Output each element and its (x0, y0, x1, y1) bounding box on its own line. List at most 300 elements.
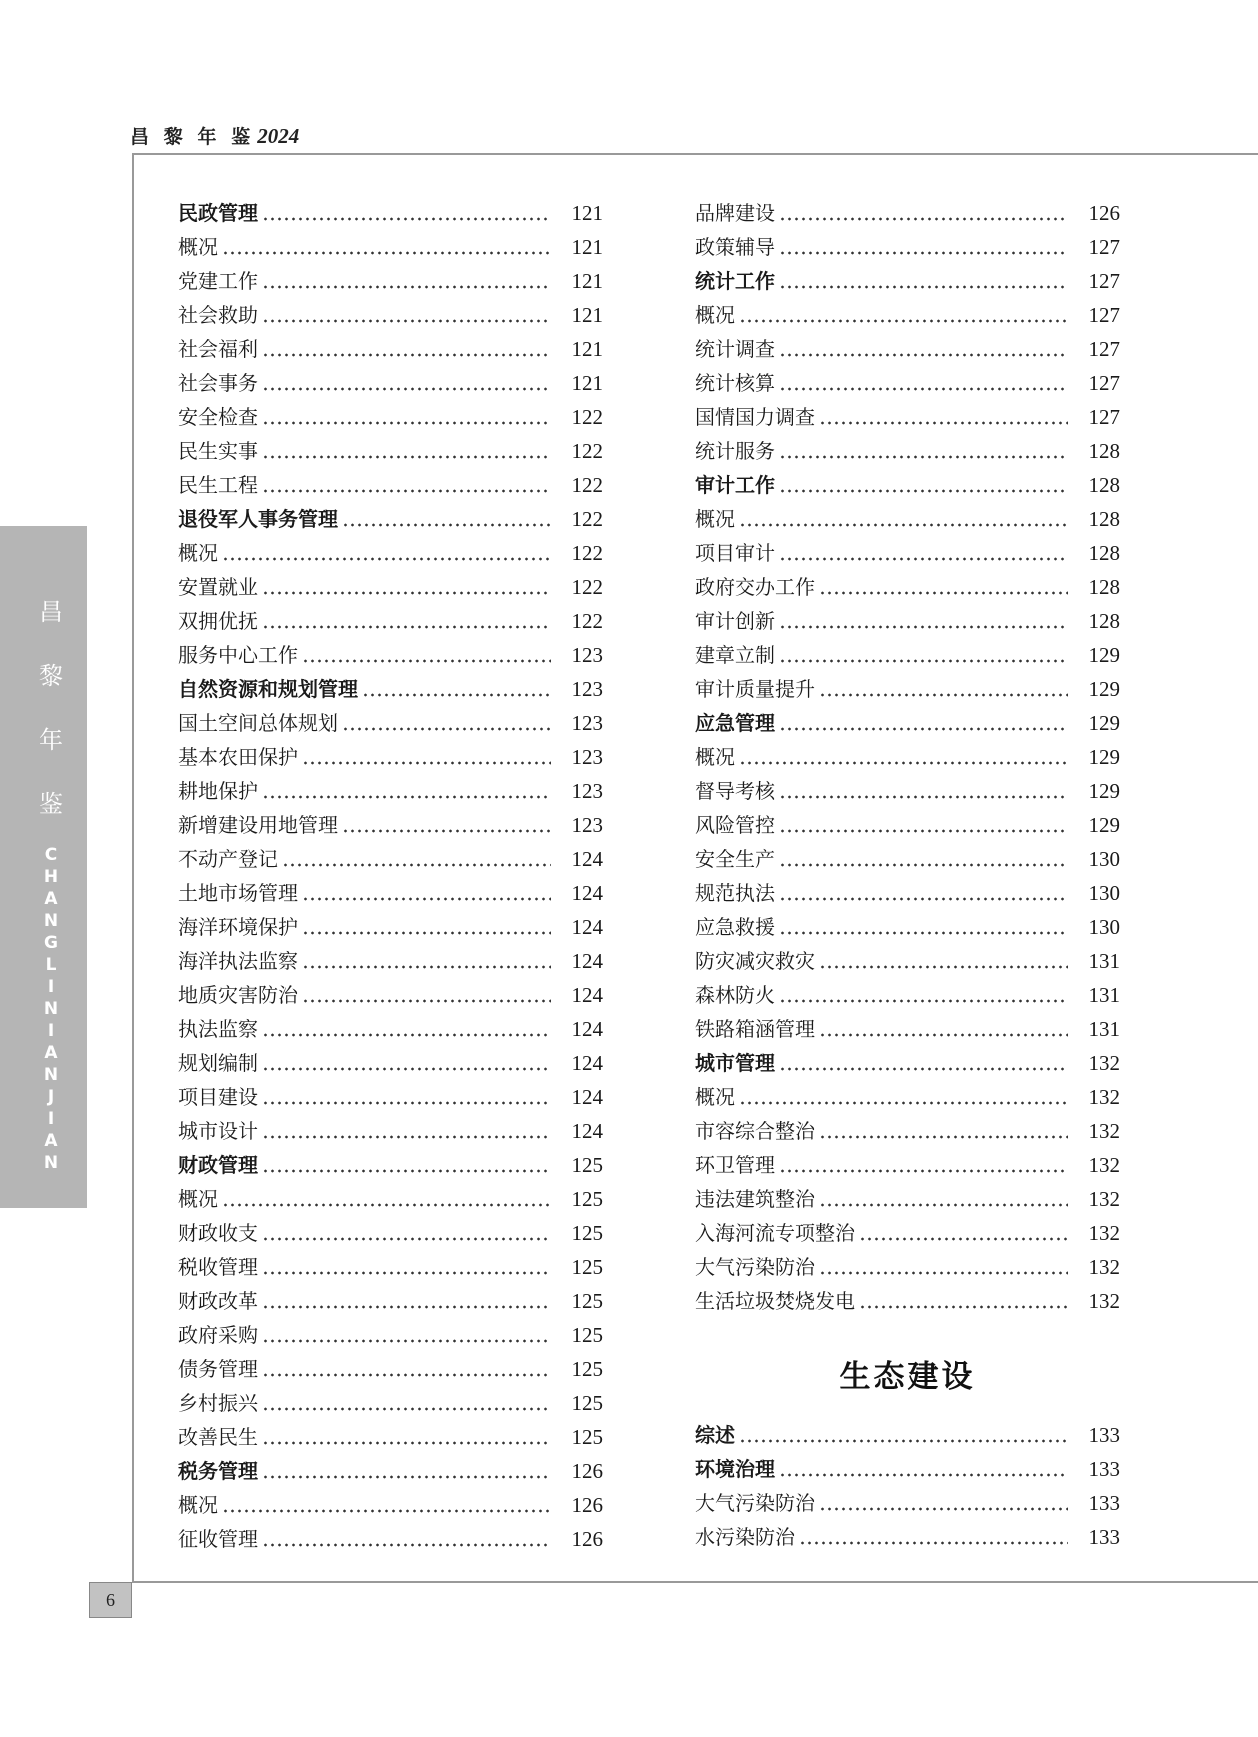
side-tab-letter: A (44, 889, 58, 909)
toc-entry[interactable] (178, 1046, 603, 1080)
toc-entry[interactable] (178, 536, 603, 570)
toc-entry[interactable] (178, 876, 603, 910)
toc-entry[interactable] (695, 1452, 1120, 1486)
toc-entry-label: 项目建设 (178, 1085, 258, 1109)
toc-entry-label: 税收管理 (178, 1255, 258, 1279)
toc-entry-page: 132 (1088, 1153, 1120, 1177)
toc-entry[interactable] (695, 740, 1120, 774)
toc-entry-page: 124 (571, 983, 603, 1007)
toc-leader-dots (779, 978, 1068, 1012)
toc-entry[interactable] (178, 1488, 603, 1522)
toc-entry-label: 审计工作 (695, 473, 775, 497)
toc-entry[interactable] (178, 978, 603, 1012)
toc-entry[interactable] (178, 706, 603, 740)
toc-leader-dots (739, 740, 1068, 774)
toc-entry[interactable] (178, 196, 603, 230)
toc-entry-page: 123 (571, 677, 603, 701)
toc-entry[interactable] (695, 196, 1120, 230)
side-tab-letter: L (45, 955, 57, 975)
toc-entry-label: 服务中心工作 (178, 643, 298, 667)
toc-leader-dots (262, 332, 551, 366)
side-tab-letter: A (44, 1131, 58, 1151)
toc-entry-label: 国情国力调查 (695, 405, 815, 429)
toc-entry-page: 121 (571, 337, 603, 361)
side-tab-letter: H (43, 867, 59, 887)
toc-entry-page: 125 (571, 1391, 603, 1415)
toc-leader-dots (262, 1386, 551, 1420)
toc-entry[interactable] (178, 842, 603, 876)
toc-entry[interactable] (178, 400, 603, 434)
side-tab-letter: N (43, 1153, 59, 1173)
frame-top-rule (133, 153, 1258, 155)
toc-leader-dots (302, 740, 551, 774)
toc-entry-page: 128 (1088, 575, 1120, 599)
toc-entry[interactable] (178, 1250, 603, 1284)
toc-entry-label: 土地市场管理 (178, 881, 298, 905)
toc-entry-label: 党建工作 (178, 269, 258, 293)
toc-entry-page: 130 (1088, 847, 1120, 871)
toc-entry[interactable] (695, 910, 1120, 944)
toc-entry[interactable] (178, 1284, 603, 1318)
section-title: 生态建设 (839, 1359, 976, 1395)
toc-entry-label: 违法建筑整治 (695, 1187, 815, 1211)
toc-entry[interactable] (695, 502, 1120, 536)
toc-leader-dots (262, 1250, 551, 1284)
toc-entry-page: 128 (1088, 439, 1120, 463)
toc-entry-page: 133 (1088, 1491, 1120, 1515)
toc-entry-page: 127 (1088, 337, 1120, 361)
toc-leader-dots (262, 1114, 551, 1148)
toc-entry[interactable] (695, 1486, 1120, 1520)
toc-leader-dots (262, 1046, 551, 1080)
toc-leader-dots (739, 1080, 1068, 1114)
toc-entry-page: 123 (571, 711, 603, 735)
side-tab-letter: A (44, 1043, 58, 1063)
toc-entry[interactable] (695, 434, 1120, 468)
toc-leader-dots (779, 468, 1068, 502)
toc-entry-label: 入海河流专项整治 (695, 1221, 855, 1245)
toc-entry-page: 124 (571, 881, 603, 905)
toc-entry-label: 审计创新 (695, 609, 775, 633)
side-tab-char: 鉴 (39, 790, 63, 818)
toc-entry-label: 民政管理 (178, 201, 258, 225)
toc-leader-dots (779, 910, 1068, 944)
toc-entry[interactable] (695, 1284, 1120, 1318)
toc-entry-label: 安全检查 (178, 405, 258, 429)
toc-entry-page: 128 (1088, 473, 1120, 497)
toc-entry-label: 项目审计 (695, 541, 775, 565)
toc-entry-label: 审计质量提升 (695, 677, 815, 701)
toc-entry-label: 环卫管理 (695, 1153, 775, 1177)
toc-leader-dots (779, 366, 1068, 400)
toc-entry-page: 124 (571, 1017, 603, 1041)
toc-entry[interactable] (178, 774, 603, 808)
toc-entry-label: 社会救助 (178, 303, 258, 327)
toc-entry-page: 132 (1088, 1119, 1120, 1143)
toc-entry-label: 乡村振兴 (178, 1391, 258, 1415)
toc-leader-dots (262, 196, 551, 230)
toc-entry-page: 128 (1088, 507, 1120, 531)
toc-entry[interactable] (695, 1046, 1120, 1080)
toc-entry-label: 品牌建设 (695, 201, 775, 225)
toc-entry-page: 129 (1088, 643, 1120, 667)
toc-leader-dots (222, 1488, 551, 1522)
toc-entry-label: 政策辅导 (695, 235, 775, 259)
toc-leader-dots (262, 1216, 551, 1250)
toc-entry[interactable] (695, 842, 1120, 876)
toc-leader-dots (779, 264, 1068, 298)
toc-leader-dots (779, 808, 1068, 842)
toc-entry-page: 129 (1088, 779, 1120, 803)
toc-entry-label: 规划编制 (178, 1051, 258, 1075)
toc-leader-dots (262, 774, 551, 808)
toc-entry-page: 124 (571, 949, 603, 973)
toc-entry-label: 耕地保护 (178, 779, 258, 803)
toc-entry[interactable] (695, 774, 1120, 808)
toc-leader-dots (739, 298, 1068, 332)
toc-entry-label: 债务管理 (178, 1357, 258, 1381)
toc-entry-label: 概况 (178, 235, 218, 259)
toc-leader-dots (779, 604, 1068, 638)
toc-leader-dots (262, 1080, 551, 1114)
toc-entry-label: 统计调查 (695, 337, 775, 361)
toc-leader-dots (262, 400, 551, 434)
toc-entry-page: 128 (1088, 609, 1120, 633)
side-tab-letter: I (47, 1021, 55, 1041)
toc-entry-page: 122 (571, 575, 603, 599)
toc-entry[interactable] (178, 264, 603, 298)
toc-entry-page: 133 (1088, 1457, 1120, 1481)
side-tab-letter: I (47, 977, 55, 997)
toc-entry-page: 121 (571, 303, 603, 327)
toc-entry-page: 129 (1088, 745, 1120, 769)
toc-leader-dots (262, 1522, 551, 1556)
toc-entry-label: 退役军人事务管理 (178, 507, 338, 531)
toc-entry-label: 海洋执法监察 (178, 949, 298, 973)
toc-entry[interactable] (695, 1418, 1120, 1452)
toc-leader-dots (779, 638, 1068, 672)
toc-leader-dots (819, 944, 1068, 978)
toc-entry-page: 125 (571, 1289, 603, 1313)
toc-entry-page: 123 (571, 745, 603, 769)
toc-entry[interactable] (178, 366, 603, 400)
toc-leader-dots (262, 604, 551, 638)
toc-entry[interactable] (178, 434, 603, 468)
side-tab-letter: I (47, 1109, 55, 1129)
side-tab-letter: N (43, 911, 59, 931)
toc-leader-dots (262, 1012, 551, 1046)
toc-entry-label: 统计工作 (695, 269, 775, 293)
toc-leader-dots (302, 876, 551, 910)
toc-entry-page: 125 (571, 1221, 603, 1245)
toc-leader-dots (859, 1284, 1068, 1318)
toc-entry-page: 127 (1088, 405, 1120, 429)
toc-entry-label: 督导考核 (695, 779, 775, 803)
toc-entry[interactable] (695, 1182, 1120, 1216)
toc-entry-page: 129 (1088, 711, 1120, 735)
toc-leader-dots (282, 842, 551, 876)
toc-entry[interactable] (695, 876, 1120, 910)
toc-entry[interactable] (178, 1182, 603, 1216)
toc-entry[interactable] (695, 1520, 1120, 1554)
toc-leader-dots (262, 1454, 551, 1488)
toc-entry-label: 统计核算 (695, 371, 775, 395)
toc-entry-page: 124 (571, 915, 603, 939)
toc-entry[interactable] (178, 1318, 603, 1352)
toc-leader-dots (342, 706, 551, 740)
toc-entry-label: 风险管控 (695, 813, 775, 837)
toc-entry-page: 124 (571, 1085, 603, 1109)
toc-entry-page: 132 (1088, 1289, 1120, 1313)
toc-entry[interactable] (178, 502, 603, 536)
toc-leader-dots (819, 1114, 1068, 1148)
side-tab-letter: J (47, 1087, 55, 1107)
toc-leader-dots (302, 978, 551, 1012)
side-tab-char: 黎 (39, 662, 63, 690)
toc-entry-page: 127 (1088, 235, 1120, 259)
toc-entry[interactable] (695, 1114, 1120, 1148)
toc-entry-label: 概况 (695, 507, 735, 531)
toc-entry[interactable] (178, 1148, 603, 1182)
toc-leader-dots (262, 570, 551, 604)
toc-entry-label: 财政收支 (178, 1221, 258, 1245)
toc-entry-label: 概况 (695, 745, 735, 769)
toc-leader-dots (302, 910, 551, 944)
toc-entry-page: 132 (1088, 1085, 1120, 1109)
toc-leader-dots (222, 1182, 551, 1216)
toc-entry[interactable] (695, 1216, 1120, 1250)
toc-leader-dots (262, 1148, 551, 1182)
toc-entry-label: 税务管理 (178, 1459, 258, 1483)
toc-entry-label: 概况 (178, 1493, 218, 1517)
toc-leader-dots (779, 774, 1068, 808)
toc-entry-page: 123 (571, 643, 603, 667)
toc-entry-page: 123 (571, 779, 603, 803)
toc-entry-label: 安置就业 (178, 575, 258, 599)
side-tab-letter: C (44, 845, 58, 865)
toc-entry[interactable] (178, 1420, 603, 1454)
side-tab-char: 年 (39, 726, 63, 754)
toc-entry-label: 民生工程 (178, 473, 258, 497)
side-tab-chinese-title (36, 596, 66, 852)
toc-entry-label: 社会事务 (178, 371, 258, 395)
toc-entry-page: 122 (571, 439, 603, 463)
toc-entry-page: 129 (1088, 813, 1120, 837)
toc-leader-dots (262, 1420, 551, 1454)
toc-entry[interactable] (695, 298, 1120, 332)
toc-entry-page: 122 (571, 473, 603, 497)
toc-entry[interactable] (695, 1148, 1120, 1182)
toc-entry-label: 政府交办工作 (695, 575, 815, 599)
toc-entry-label: 地质灾害防治 (178, 983, 298, 1007)
toc-entry[interactable] (178, 1352, 603, 1386)
toc-entry-page: 122 (571, 609, 603, 633)
toc-entry[interactable] (695, 400, 1120, 434)
toc-leader-dots (819, 1182, 1068, 1216)
toc-entry[interactable] (695, 536, 1120, 570)
toc-leader-dots (779, 706, 1068, 740)
toc-entry[interactable] (178, 230, 603, 264)
toc-entry[interactable] (695, 332, 1120, 366)
toc-entry[interactable] (695, 264, 1120, 298)
toc-entry-label: 防灾减灾救灾 (695, 949, 815, 973)
toc-leader-dots (819, 1012, 1068, 1046)
toc-leader-dots (262, 264, 551, 298)
toc-entry-page: 124 (571, 847, 603, 871)
toc-leader-dots (739, 1418, 1068, 1452)
toc-entry[interactable] (178, 808, 603, 842)
toc-entry-label: 城市管理 (695, 1051, 775, 1075)
page-number: 6 (89, 1582, 132, 1618)
toc-entry[interactable] (695, 1250, 1120, 1284)
toc-entry[interactable] (178, 638, 603, 672)
running-header (130, 122, 299, 149)
toc-leader-dots (779, 842, 1068, 876)
toc-entry-label: 铁路箱涵管理 (695, 1017, 815, 1041)
toc-entry[interactable] (178, 332, 603, 366)
toc-entry-page: 123 (571, 813, 603, 837)
toc-entry[interactable] (695, 468, 1120, 502)
toc-entry-label: 基本农田保护 (178, 745, 298, 769)
toc-entry-label: 生活垃圾焚烧发电 (695, 1289, 855, 1313)
toc-leader-dots (302, 944, 551, 978)
toc-leader-dots (222, 536, 551, 570)
toc-entry-page: 133 (1088, 1525, 1120, 1549)
toc-leader-dots (739, 502, 1068, 536)
toc-entry[interactable] (695, 570, 1120, 604)
toc-entry-label: 概况 (178, 541, 218, 565)
toc-entry-label: 自然资源和规划管理 (178, 677, 358, 701)
toc-leader-dots (262, 1318, 551, 1352)
toc-leader-dots (779, 196, 1068, 230)
toc-entry-label: 大气污染防治 (695, 1255, 815, 1279)
toc-entry[interactable] (695, 944, 1120, 978)
toc-entry[interactable] (178, 1012, 603, 1046)
toc-entry-page: 129 (1088, 677, 1120, 701)
toc-leader-dots (779, 230, 1068, 264)
toc-entry-page: 125 (571, 1425, 603, 1449)
toc-leader-dots (262, 298, 551, 332)
toc-entry-label: 民生实事 (178, 439, 258, 463)
toc-entry-page: 126 (571, 1459, 603, 1483)
toc-leader-dots (222, 230, 551, 264)
toc-entry-page: 126 (1088, 201, 1120, 225)
frame-left-rule (132, 153, 134, 1583)
toc-entry-page: 127 (1088, 303, 1120, 327)
toc-entry[interactable] (695, 638, 1120, 672)
toc-leader-dots (262, 434, 551, 468)
toc-entry-label: 概况 (178, 1187, 218, 1211)
toc-entry[interactable] (695, 230, 1120, 264)
toc-entry-page: 132 (1088, 1221, 1120, 1245)
side-tab-pinyin-title (40, 844, 62, 1174)
toc-entry-label: 环境治理 (695, 1457, 775, 1481)
toc-leader-dots (342, 502, 551, 536)
toc-entry-page: 131 (1088, 949, 1120, 973)
toc-leader-dots (779, 1046, 1068, 1080)
toc-entry-label: 市容综合整治 (695, 1119, 815, 1143)
toc-leader-dots (779, 1148, 1068, 1182)
toc-entry-label: 安全生产 (695, 847, 775, 871)
toc-entry-label: 新增建设用地管理 (178, 813, 338, 837)
toc-entry-label: 水污染防治 (695, 1525, 795, 1549)
toc-leader-dots (819, 1486, 1068, 1520)
side-tab-letter: G (44, 933, 58, 953)
side-tab-char: 昌 (39, 598, 63, 626)
toc-entry-page: 132 (1088, 1187, 1120, 1211)
toc-entry[interactable] (695, 706, 1120, 740)
toc-entry[interactable] (695, 1080, 1120, 1114)
toc-entry[interactable] (178, 1454, 603, 1488)
toc-leader-dots (799, 1520, 1068, 1554)
toc-entry-label: 应急管理 (695, 711, 775, 735)
toc-entry[interactable] (695, 1012, 1120, 1046)
toc-entry-label: 建章立制 (695, 643, 775, 667)
toc-entry[interactable] (178, 672, 603, 706)
toc-entry[interactable] (178, 604, 603, 638)
toc-entry-label: 征收管理 (178, 1527, 258, 1551)
toc-entry[interactable] (178, 1114, 603, 1148)
toc-entry-page: 125 (571, 1323, 603, 1347)
toc-entry-label: 城市设计 (178, 1119, 258, 1143)
toc-entry[interactable] (178, 910, 603, 944)
toc-entry-label: 财政管理 (178, 1153, 258, 1177)
toc-leader-dots (779, 434, 1068, 468)
toc-entry-page: 124 (571, 1119, 603, 1143)
toc-leader-dots (262, 1352, 551, 1386)
toc-entry-page: 126 (571, 1527, 603, 1551)
toc-leader-dots (302, 638, 551, 672)
toc-leader-dots (779, 536, 1068, 570)
toc-entry[interactable] (178, 298, 603, 332)
header-year: 2024 (257, 124, 300, 148)
toc-entry[interactable] (695, 672, 1120, 706)
toc-entry[interactable] (178, 570, 603, 604)
toc-entry-page: 122 (571, 405, 603, 429)
toc-entry[interactable] (178, 944, 603, 978)
toc-entry[interactable] (178, 1522, 603, 1556)
toc-entry-page: 127 (1088, 269, 1120, 293)
toc-entry[interactable] (695, 978, 1120, 1012)
frame-bottom-rule (132, 1581, 1258, 1583)
toc-leader-dots (262, 366, 551, 400)
toc-entry-page: 126 (571, 1493, 603, 1517)
toc-entry[interactable] (695, 808, 1120, 842)
toc-leader-dots (262, 468, 551, 502)
toc-entry[interactable] (178, 1386, 603, 1420)
toc-entry[interactable] (178, 1216, 603, 1250)
toc-entry-label: 社会福利 (178, 337, 258, 361)
toc-entry[interactable] (695, 604, 1120, 638)
toc-entry-label: 概况 (695, 1085, 735, 1109)
toc-entry-page: 122 (571, 541, 603, 565)
toc-entry-page: 121 (571, 201, 603, 225)
toc-leader-dots (779, 876, 1068, 910)
toc-entry-page: 122 (571, 507, 603, 531)
toc-entry-page: 133 (1088, 1423, 1120, 1447)
toc-entry-page: 130 (1088, 915, 1120, 939)
toc-left-column (178, 196, 603, 1556)
toc-leader-dots (819, 570, 1068, 604)
toc-leader-dots (819, 672, 1068, 706)
toc-entry[interactable] (178, 740, 603, 774)
toc-entry-label: 大气污染防治 (695, 1491, 815, 1515)
toc-entry[interactable] (695, 366, 1120, 400)
toc-leader-dots (819, 1250, 1068, 1284)
toc-entry[interactable] (178, 1080, 603, 1114)
toc-entry-label: 海洋环境保护 (178, 915, 298, 939)
toc-entry[interactable] (178, 468, 603, 502)
